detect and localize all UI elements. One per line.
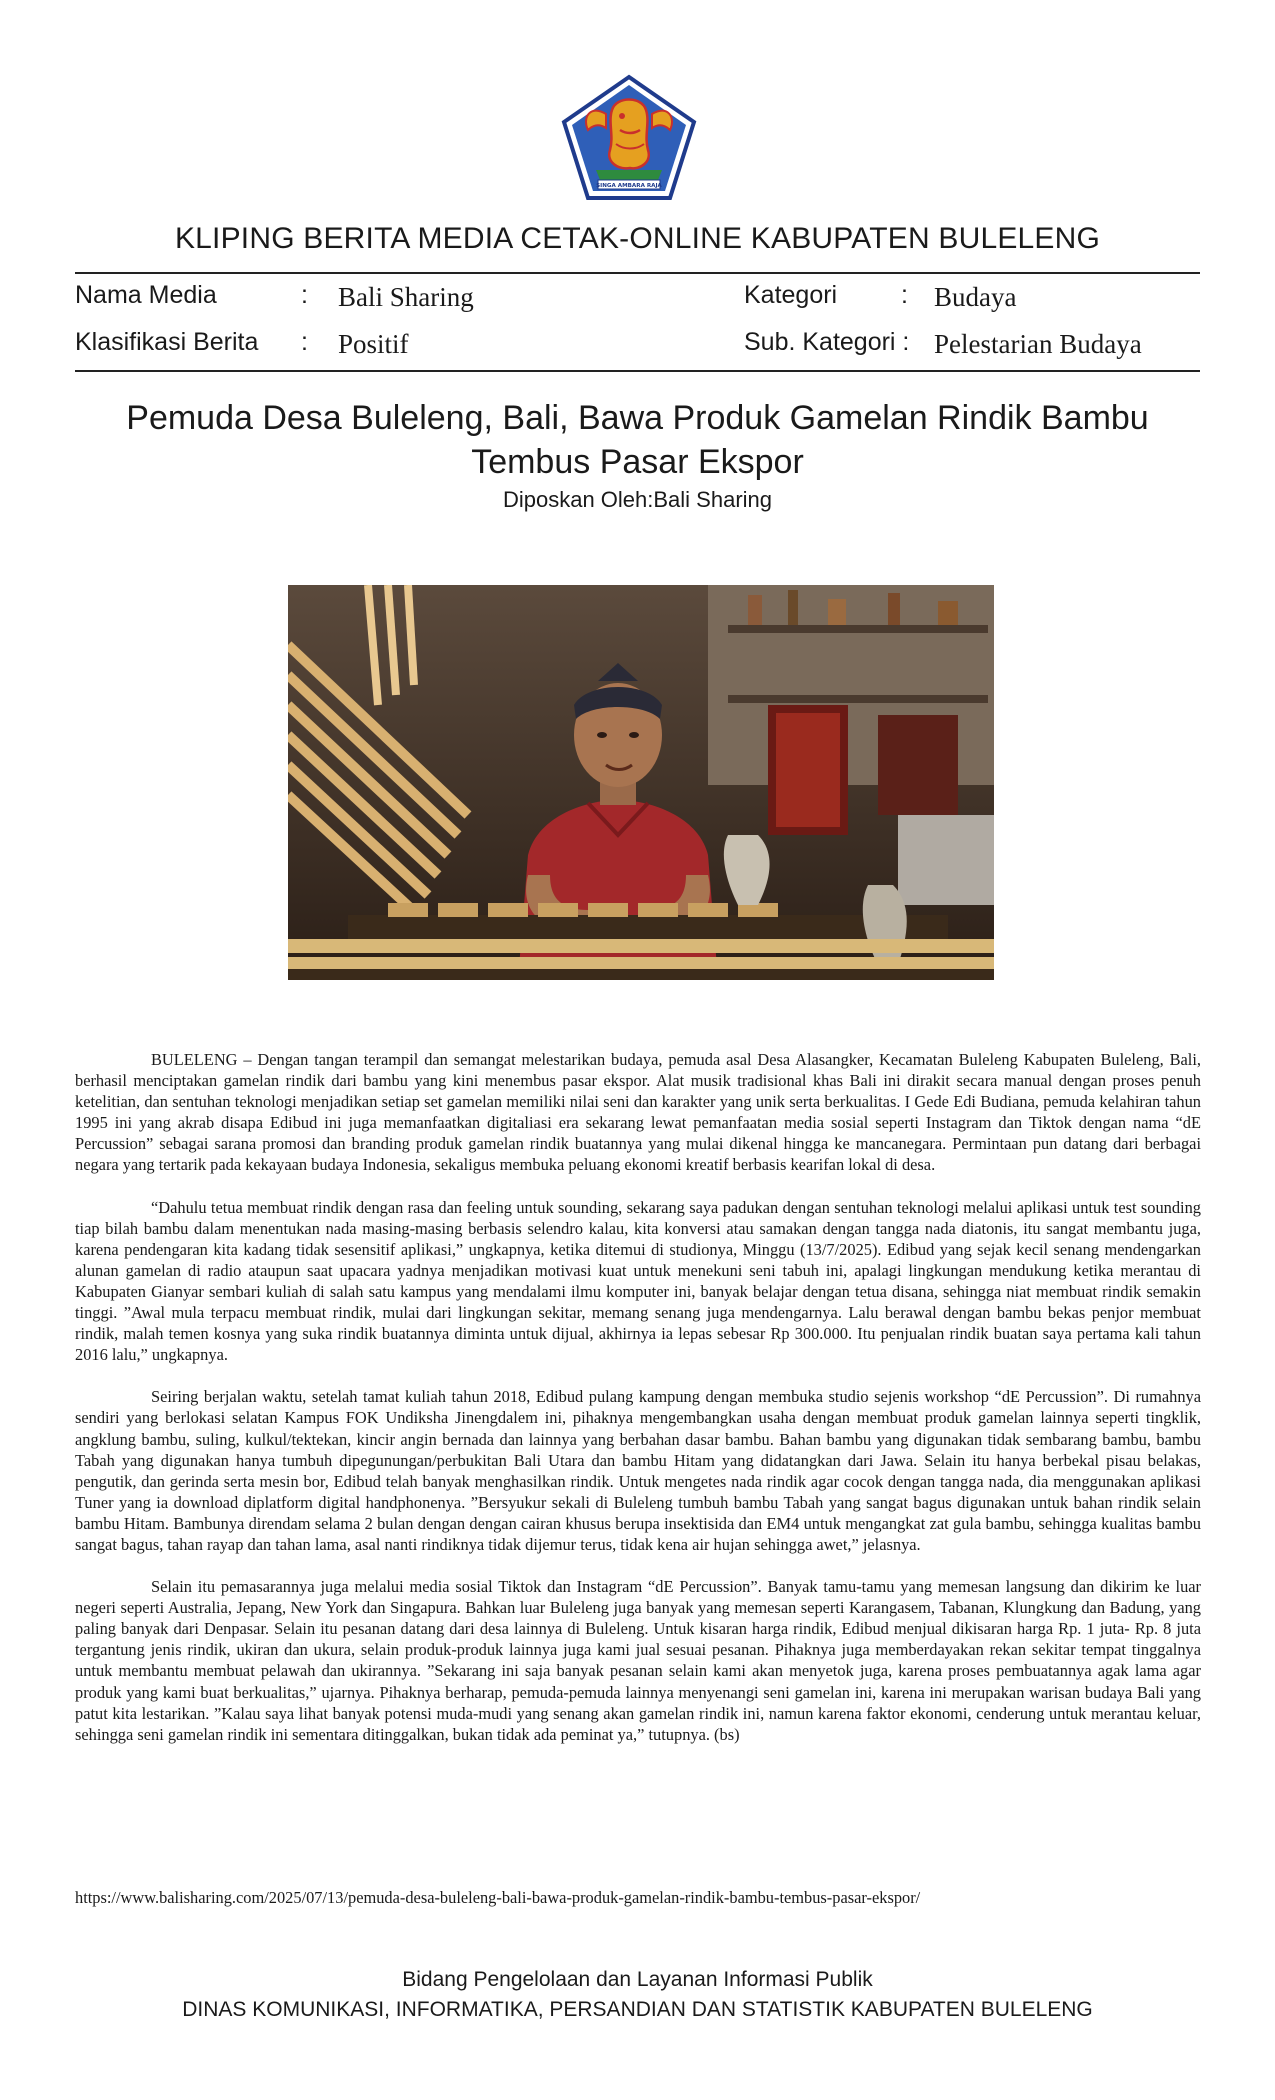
article-byline: Diposkan Oleh:Bali Sharing	[502, 487, 773, 512]
sub-kategori-value: Pelestarian Budaya	[934, 329, 1142, 359]
nama-media-label: Nama Media	[75, 281, 217, 309]
article-title	[100, 396, 1175, 484]
kategori-colon: :	[901, 281, 908, 309]
singa-ambara-raja-emblem-icon	[560, 74, 698, 202]
article-paragraph-1: BULELENG – Dengan tangan terampil dan semangat melestarikan budaya, pemuda asal Desa Alasangker, Kecamatan Buleleng Kabupaten Buleleng, Bali, berhasil menciptakan gamelan rindik dari bambu yang kini menembus pasar ekspor. Alat musik tradisional khas Bali ini dirakit secara manual dengan proses penuh ketelitian, dan sentuhan teknologi menjadikan setiap set gamelan memiliki nilai seni dan karakter yang unik serta berkualitas. I Gede Edi Budiana, pemuda kelahiran tahun 1995 ini yang akrab disapa Edibud ini juga memanfaatkan digitaliasi era sekarang lewat pemanfaatan media sosial seperti Instagram dan Tiktok dengan nama “dE Percussion” sebagai sarana promosi dan branding produk gamelan rindik buatannya yang mulai dikenal hingga ke mancanegara. Permintaan pun datang dari berbagai negara yang tertarik pada kekayaan budaya Indonesia, sekaligus membuka peluang ekonomi kreatif berbasis kearifan lokal di desa.	[75, 1050, 1201, 1175]
article-paragraph-2: “Dahulu tetua membuat rindik dengan rasa dan feeling untuk sounding, sekarang saya padukan dengan sentuhan teknologi melalui aplikasi untuk test sounding tiap bilah bambu dalam menentukan nada masing-masing berbasis selendro kalau, kita konversi atau samakan dengan tangga nada diatonis, itu sangat membantu juga, karena pendengaran kita kadang tidak sesensitif aplikasi,” ungkapnya, ketika ditemui di studionya, Minggu (13/7/2025). Edibud yang sejak kecil senang mendengarkan alunan gamelan di radio ataupun saat upacara yadnya menjadikan motivasi kuat untuk menekuni seni tabuh ini, apalagi lingkungan mendukung ketika merantau di Kabupaten Gianyar sembari kuliah di salah satu kampus yang mendalami ilmu komputer ini, banyak belajar dengan tetua disana, sehingga niat membuat rindik semakin tinggi. ”Awal mula terpacu membuat rindik, mulai dari lingkungan sekitar, memang senang juga mendengarnya. Lalu berawal dengan bambu bekas penjor membuat rindik, malah temen kosnya yang suka rindik buatannya diminta untuk dijual, akhirnya ia lepas sebesar Rp 300.000. Itu penjualan rindik buatan saya pertama kali tahun 2016 lalu,” ungkapnya.	[75, 1197, 1201, 1365]
man-with-bamboo-gamelan-photo-icon	[288, 585, 994, 980]
nama-media-colon: :	[301, 281, 308, 309]
article-title-line1: Pemuda Desa Buleleng, Bali, Bawa Produk Gamelan Rindik Bambu	[126, 399, 1149, 437]
article-paragraph-3: Seiring berjalan waktu, setelah tamat kuliah tahun 2018, Edibud pulang kampung dengan membuka studio sejenis workshop “dE Percussion”. Di rumahnya sendiri yang berlokasi selatan Kampus FOK Undiksha Jinengdalem ini, pihaknya mengembangkan usaha dengan membuat produk gamelan lainnya seperti tingklik, angklung bambu, suling, kulkul/tektekan, kincir angin bernada dan lainnya yang berbahan dasar bambu. Bahan bambu yang digunakan tidak sembarang bambu, bambu Tabah yang digunakan hanya tumbuh dipegunungan/perbukitan Bali Utara dan bambu Hitam yang didatangkan dari Jawa. Selain itu hanya berbekal pisau belakas, pengutik, dan gerinda serta mesin bor, Edibud telah banyak menghasilkan rindik. Untuk mengetes nada rindik agar cocok dengan tangga nada, dia menggunakan aplikasi Tuner yang ia download diplatform digital handphonenya. ”Bersyukur sekali di Buleleng tumbuh bambu Tabah yang sangat bagus digunakan untuk bahan rindik selain bambu Hitam. Bambunya direndam selama 2 bulan dengan dengan cairan khusus berupa insektisida dan EM4 untuk mengangkat zat gula bambu, sehingga kualitas bambu sangat bagus, tahan rayap dan tahan lama, asal nanti rindiknya tidak dijemur terus, tidak kena air hujan sehingga awet,” jelasnya.	[75, 1387, 1201, 1554]
article-body	[75, 1049, 1201, 1766]
footer-agency: DINAS KOMUNIKASI, INFORMATIKA, PERSANDIAN DAN STATISTIK KABUPATEN BULELENG	[182, 1998, 1093, 2021]
header-bottom-rule	[75, 370, 1200, 372]
logo-banner-text: SINGA AMBARA RAJA	[596, 183, 662, 189]
klasifikasi-value: Positif	[338, 329, 409, 359]
kategori-label: Kategori	[744, 281, 838, 309]
klasifikasi-label: Klasifikasi Berita	[75, 328, 259, 356]
source-url-link[interactable]: https://www.balisharing.com/2025/07/13/pemuda-desa-buleleng-bali-bawa-produk-gamelan-rindik-bambu-tembus-pasar-ekspor/	[75, 1888, 921, 1907]
header-top-rule	[75, 272, 1200, 274]
klasifikasi-colon: :	[301, 328, 308, 356]
nama-media-value: Bali Sharing	[338, 282, 474, 312]
article-title-line2: Tembus Pasar Ekspor	[471, 443, 804, 481]
footer-department: Bidang Pengelolaan dan Layanan Informasi Publik	[402, 1968, 873, 1991]
sub-kategori-label: Sub. Kategori :	[744, 328, 910, 356]
article-paragraph-4: Selain itu pemasarannya juga melalui media sosial Tiktok dan Instagram “dE Percussion”. Banyak tamu-tamu yang memesan langsung dan dikirim ke luar negeri seperti Australia, Jepang, New York dan Singapura. Bahkan luar Buleleng juga banyak yang memesan seperti Karangasem, Tabanan, Klungkung dan Badung, yang paling banyak dari Denpasar. Selain itu pesanan datang dari desa lainnya di Buleleng. Untuk kisaran harga rindik, Edibud menjual dikisaran harga Rp. 1 juta- Rp. 8 juta tergantung jenis rindik, ukiran dan ukura, selain produk-produk lainnya juga kami jual sesuai pesanan. Pihaknya juga memberdayakan rekan sekitar tempat tinggalnya untuk membantu membuat pelawah dan ukirannya. ”Sekarang ini saja banyak pesanan selain kami akan menyetok juga, karena proses pembuatannya agak lama agar produk yang kami buat berkualitas,” ujarnya. Pihaknya berharap, pemuda-pemuda lainnya menyenangi seni gamelan ini, karena ini merupakan warisan budaya Bali yang patut kita lestarikan. ”Kalau saya lihat banyak potensi muda-mudi yang senang akan gamelan rindik ini, namun karena faktor ekonomi, cenderung untuk merantau keluar, sehingga seni gamelan rindik ini sementara ditinggalkan, bukan tidak ada peminat ya,” tutupnya. (bs)	[75, 1577, 1201, 1744]
header-title: KLIPING BERITA MEDIA CETAK-ONLINE KABUPATEN BULELENG	[174, 222, 1101, 255]
kategori-value: Budaya	[934, 282, 1017, 312]
